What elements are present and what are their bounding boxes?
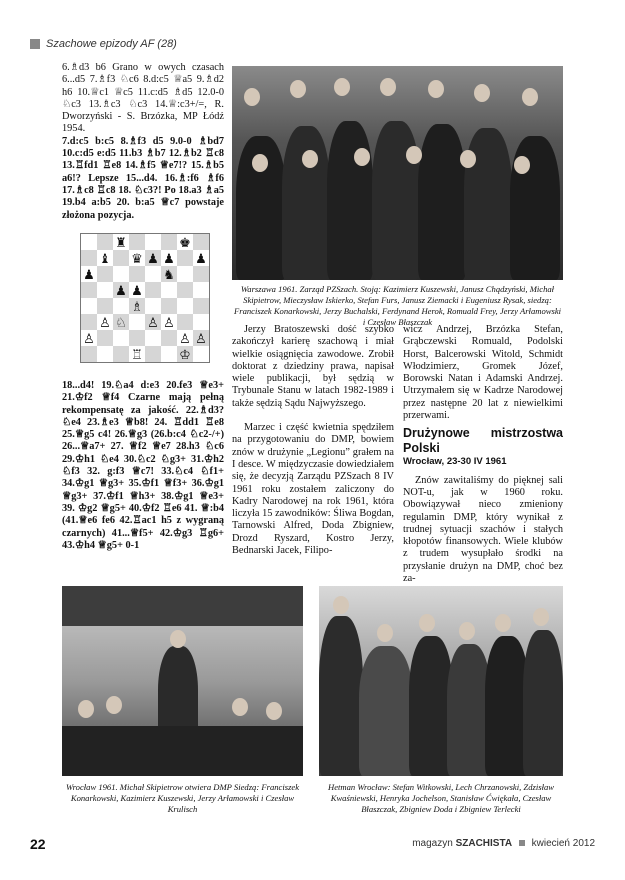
board-square [145,346,161,362]
board-square [177,266,193,282]
board-square [97,234,113,250]
paragraph-national-team-cont: wicz Andrzej, Brzózka Stefan, Grąbczewski Romuald, Podolski Horst, Balcerowski Witold, Schmidt Włodzimierz, Gromek Józef, Borowski Natan i Adamski Andrzej. Utrzymałem się w Kadrze Narodowej przez następne 20 lat z niewielkimi przerwami. [403,324,563,422]
board-square [193,266,209,282]
board-square [97,330,113,346]
board-square [161,282,177,298]
column-1-bottom [62,380,224,552]
board-square [177,282,193,298]
board-square [113,250,129,266]
photo-caption-dmp: Wrocław 1961. Michał Skipietrow otwiera DMP Siedzą: Franciszek Konarkowski, Kazimierz Kuszewski, Jerzy Arłamowski i Czesław Krulisch [65,782,300,814]
board-square: ♔ [177,346,193,362]
magazine-issue: kwiecień 2012 [531,838,595,849]
game-moves-main: 7.d:c5 b:c5 8.♗f3 d5 9.0-0 ♗bd7 10.c:d5 e:d5 11.b3 ♗b7 12.♗b2 ♖c8 13.♖fd1 ♖e8 14.♗f5 ♕e7!? 15.♗b5 a6!? Lepsze 15...d4. 16.♗:f6 ♗f6 17.♗c8 ♖c8 18. ♘c3?! Po 18.a3 ♗a5 19.b4 a:b5 20. b:a5 ♕c7 powstaje złożona pozycja. [62,135,224,221]
board-square [129,330,145,346]
board-square [145,330,161,346]
photo-dmp-opening [62,586,303,776]
board-square: ♞ [161,266,177,282]
board-square [81,250,97,266]
board-square: ♙ [97,314,113,330]
board-square [193,282,209,298]
magazine-info [412,838,595,849]
photo-caption-hetman: Hetman Wrocław: Stefan Witkowski, Lech Chrzanowski, Zdzisław Kwaśniewski, Henryka Jochelson, Stanisław Ćwiękała, Czesław Błaszczak, Zbigniew Doda i Zbigniew Terlecki [328,782,554,814]
board-square [81,298,97,314]
board-square [113,266,129,282]
board-square: ♚ [177,234,193,250]
board-square [145,298,161,314]
section-title: Drużynowe mistrzostwa Polski [403,426,563,456]
board-square: ♙ [161,314,177,330]
running-header [30,36,177,52]
board-square [97,282,113,298]
board-square [113,330,129,346]
board-square [97,266,113,282]
page-footer [30,836,595,852]
board-square [129,234,145,250]
paragraph-team-championship: Znów zawitaliśmy do pięknej sali NOT-u, jak w 1960 roku. Obowiązywał nieco zmieniony regulamin DMP, który wynikał z trudnej sytuacji szachów i stałych kłopotów finansowych. Wiele klubów z trudem wysupłało środki na przysłanie drużyn na DMP, choć bez za- [403,474,563,585]
header-square-icon [30,39,40,49]
game-moves-continuation: 18...d4! 19.♘a4 d:e3 20.fe3 ♕e3+ 21.♔f2 ♕f4 Czarne mają pełną rekompensatę za jakość. 22.♗d3? ♘e4 23.♗e3 ♕b8! 24. ♖dd1 ♖e8 25.♕g5 c4! 26.♕g3 (26.b:c4 ♘c2-/+) 26...♕a7+ 27. ♕f2 ♕e7 28.h3 ♘c6 29.♔h1 ♘e4 30.♘c2 ♘g3+ 31.♔h2 ♘f3 32. g:f3 ♕c7! 33.♘c4 ♘f1+ 34.♔g1 ♕g3+ 35.♔f1 ♕f3+ 36.♔g1 ♕g3+ 37.♔f1 ♕h3+ 38.♔g1 ♕e3+ 39. ♔g2 ♕g5+ 40.♔f2 ♖e6 41. ♕:b4 (41.♕e6 fe6 42.♖ac1 h5 z wygraną czarnych) 41...♕f5+ 42.♔g3 ♖g6+ 43.♔h4 ♕g5+ 0-1 [62,380,224,551]
board-square: ♘ [113,314,129,330]
section-subtitle: Wrocław, 23-30 IV 1961 [403,456,507,468]
header-title: Szachowe epizody AF (28) [46,38,177,50]
game-moves-intro: 6.♗d3 b6 Grano w owych czasach 6...d5 7.♗f3 ♘c6 8.d:c5 ♕a5 9.♗d2 h6 10.♕c1 ♕c5 11.c:d5 ♗d5 12.0-0 ♘c3 13.♗c3 ♘c3 14.♕:c3+/=, R. Dworzyński - S. Brzózka, MP Łódź 1954. [62,62,224,135]
board-square [177,250,193,266]
photo-hetman-team [319,586,563,776]
board-square [193,234,209,250]
board-square: ♟ [129,282,145,298]
board-square [113,298,129,314]
board-square: ♙ [81,330,97,346]
board-square: ♗ [129,298,145,314]
board-square [193,346,209,362]
board-square: ♙ [177,330,193,346]
board-square [81,282,97,298]
board-square: ♛ [129,250,145,266]
board-square: ♟ [161,250,177,266]
chess-diagram [80,233,210,363]
board-square [81,346,97,362]
board-square [129,314,145,330]
board-square [113,346,129,362]
board-square: ♟ [113,282,129,298]
page-number: 22 [30,836,46,852]
photo-board-meeting [232,66,563,280]
column-2 [232,324,394,557]
board-square [193,298,209,314]
column-3 [403,324,563,585]
board-square [161,346,177,362]
board-square [193,314,209,330]
paragraph-national-team: Marzec i część kwietnia spędziłem na przygotowaniu do DMP, bowiem znów w drużynie „Legionu” grałem na I desce. W międzyczasie dowiedziałem się, że decyzją Zarządu PZSzach 8 IV 1961 roku zostałem zaliczony do Kadry Narodowej na rok 1961, która liczyła 15 zawodników: Śliwa Bogdan, Tarnowski Alfred, Doda Zbigniew, Drozd Ryszard, Kostro Jerzy, Bednarski Jacek, Filipo- [232,422,394,557]
board-square [177,298,193,314]
board-square: ♜ [113,234,129,250]
board-square: ♟ [193,250,209,266]
board-square: ♖ [129,346,145,362]
column-1-top [62,62,224,222]
board-square [97,346,113,362]
board-square [161,234,177,250]
board-square [145,282,161,298]
board-square [81,314,97,330]
board-square [161,298,177,314]
board-square: ♙ [193,330,209,346]
magazine-name: SZACHISTA [455,838,513,849]
board-square: ♟ [81,266,97,282]
board-square: ♙ [145,314,161,330]
paragraph-bratoszewski: Jerzy Bratoszewski dość szybko zakończył karierę szachową i miał wielkie osiągnięcia zawodowe. Zrobił doktorat z dziedziny prawa, napisał wiele publikacji, był sędzią w Trybunale Stanu w latach 1982-1989 i także sędzią Sądu Najwyższego. [232,324,394,409]
board-square [145,234,161,250]
board-square: ♟ [145,250,161,266]
board-square: ♝ [97,250,113,266]
board-square [145,266,161,282]
board-square [161,330,177,346]
board-square [177,314,193,330]
board-square [97,298,113,314]
board-square [129,266,145,282]
magazine-prefix: magazyn [412,838,453,849]
footer-square-icon [519,840,525,846]
board-square [81,234,97,250]
photo-caption-board: Warszawa 1961. Zarząd PZSzach. Stoją: Kazimierz Kuszewski, Janusz Chądzyński, Michał Skipietrow, Mieczysław Iskierko, Stefan Furs, Janusz Ziemacki i Eugeniusz Rysak, siedzą: Franciszek Konarkowski, Jerzy Buchalski, Ferdynand Herok, Romuald Frey, Jerzy Arłamowski i Czesław Błaszczak [233,284,562,327]
